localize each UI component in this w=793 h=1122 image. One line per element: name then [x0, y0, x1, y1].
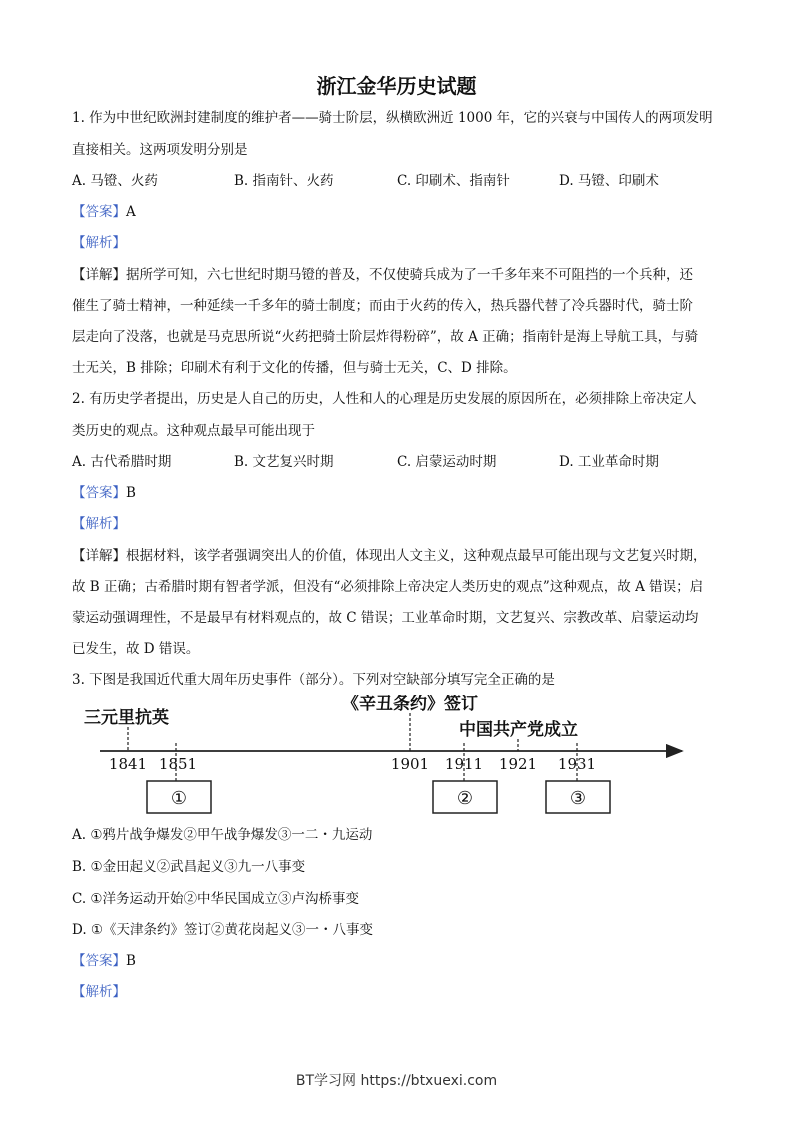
q1-analysis-tag: 【解析】	[72, 235, 126, 251]
answer-tag: 【答案】	[72, 485, 126, 501]
q2-option-c: C. 启蒙运动时期	[397, 454, 497, 470]
year-1931: 1931	[557, 755, 597, 773]
q3-option-c: C. ①洋务运动开始②中华民国成立③卢沟桥事变	[72, 891, 360, 907]
q2-option-a: A. 古代希腊时期	[72, 454, 172, 470]
q1-detail-line4: 士无关，B 排除；印刷术有利于文化的传播，但与骑士无关，C、D 排除。	[72, 360, 517, 376]
q1-option-d: D. 马镫、印刷术	[559, 173, 659, 189]
answer-value: B	[126, 485, 136, 501]
event-cpc-founding: 中国共产党成立	[459, 720, 578, 740]
q1-detail-line1	[72, 265, 724, 285]
blank-box-1-label: ①	[170, 788, 188, 809]
page-title: 浙江金华历史试题	[316, 74, 477, 98]
year-1841: 1841	[108, 755, 148, 773]
year-1901: 1901	[390, 755, 430, 773]
timeline-diagram	[72, 695, 692, 820]
q2-detail-line1	[72, 546, 724, 566]
detail-text: 根据材料，该学者强调突出人的价值，体现出人文主义，这种观点最早可能出现与文艺复兴时期，	[126, 548, 707, 564]
q1-option-b: B. 指南针、火药	[234, 173, 334, 189]
q1-stem-line2: 直接相关。这两项发明分别是	[72, 142, 248, 158]
q2-option-b: B. 文艺复兴时期	[234, 454, 334, 470]
q3-option-b: B. ①金田起义②武昌起义③九一八事变	[72, 859, 306, 875]
q2-answer	[72, 483, 724, 503]
q3-option-a: A. ①鸦片战争爆发②甲午战争爆发③一二・九运动	[72, 827, 373, 843]
blank-box-2-label: ②	[456, 788, 474, 809]
q2-detail-line4: 已发生，故 D 错误。	[72, 641, 200, 657]
detail-text: 据所学可知，六七世纪时期马镫的普及，不仅使骑兵成为了一千多年来不可阻挡的一个兵种，还	[126, 267, 693, 283]
year-1911: 1911	[444, 755, 484, 773]
q1-stem-line1: 1. 作为中世纪欧洲封建制度的维护者——骑士阶层，纵横欧洲近 1000 年，它的兴衰与中国传人的两项发明	[72, 110, 713, 126]
q2-detail-line3: 蒙运动强调理性，不是最早有材料观点的，故 C 错误；工业革命时期，文艺复兴、宗教改革、启蒙运动均	[72, 610, 699, 626]
answer-tag: 【答案】	[72, 204, 126, 220]
detail-tag: 【详解】	[72, 267, 126, 283]
q2-stem-line1: 2. 有历史学者提出，历史是人自己的历史，人性和人的心理是历史发展的原因所在，必须排除上帝决定人	[72, 391, 697, 407]
q1-detail-line2: 催生了骑士精神，一种延续一千多年的骑士制度；而由于火药的传入，热兵器代替了冷兵器时代，骑士阶	[72, 298, 693, 314]
footer-watermark: BT学习网 https://btxuexi.com	[295, 1073, 498, 1089]
q2-stem-line2: 类历史的观点。这种观点最早可能出现于	[72, 423, 315, 439]
q3-answer	[72, 951, 724, 971]
event-sanyuanli: 三元里抗英	[84, 708, 169, 728]
q1-option-c: C. 印刷术、指南针	[397, 173, 510, 189]
q2-option-d: D. 工业革命时期	[559, 454, 659, 470]
q3-analysis-tag: 【解析】	[72, 984, 126, 1000]
q2-detail-line2: 故 B 正确；古希腊时期有智者学派，但没有“必须排除上帝决定人类历史的观点”这种观点，故 A 错误；启	[72, 579, 704, 595]
q1-answer	[72, 202, 724, 222]
answer-tag: 【答案】	[72, 953, 126, 969]
q2-analysis-tag: 【解析】	[72, 516, 126, 532]
year-1921: 1921	[498, 755, 538, 773]
event-xinchou-treaty: 《辛丑条约》签订	[342, 695, 478, 714]
answer-value: B	[126, 953, 136, 969]
blank-box-3-label: ③	[569, 788, 587, 809]
q3-option-d: D. ①《天津条约》签订②黄花岗起义③一・八事变	[72, 922, 374, 938]
detail-tag: 【详解】	[72, 548, 126, 564]
q1-option-a: A. 马镫、火药	[72, 173, 158, 189]
q1-detail-line3: 层走向了没落，也就是马克思所说“火药把骑士阶层炸得粉碎”，故 A 正确；指南针是海上导航工具，与骑	[72, 329, 699, 345]
answer-value: A	[126, 204, 136, 220]
year-1851: 1851	[158, 755, 198, 773]
q3-stem: 3. 下图是我国近代重大周年历史事件（部分）。下列对空缺部分填写完全正确的是	[72, 672, 555, 688]
